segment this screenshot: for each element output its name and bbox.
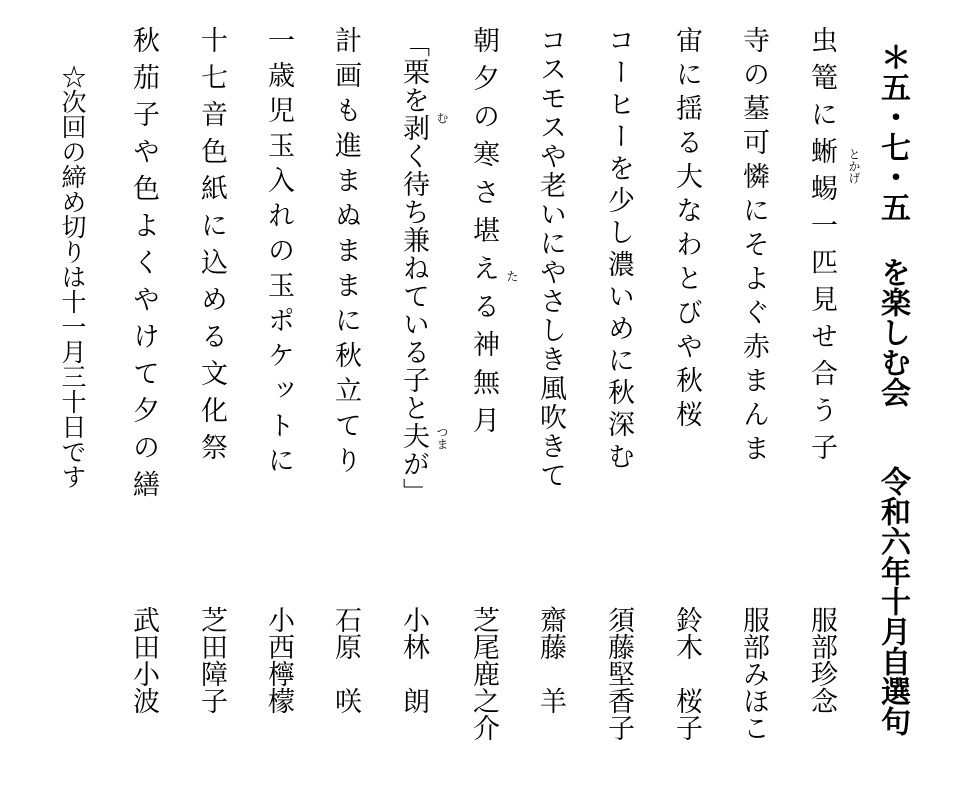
haiku-author: 武田小波 — [128, 606, 159, 714]
haiku-line: 宙に揺る大なわとびや秋桜 — [671, 26, 702, 434]
haiku-line: 「栗を剥く待ち兼ねている子と夫が」 — [398, 30, 429, 506]
haiku-author: 芝田障子 — [196, 606, 227, 714]
ruby-reading: とかげ — [847, 148, 861, 184]
haiku-line: 計画も進まぬままに秋立てり — [330, 26, 361, 481]
haiku-line: 秋茄子や色よくやけて夕の繕 — [128, 26, 159, 507]
page-title: ＊五・七・五 を楽しむ会 — [875, 42, 910, 407]
haiku-line: コスモスや老いにやさしき風吹きて — [535, 26, 566, 490]
haiku-line: 虫篭に蜥蜴一匹見せ合う子 — [806, 26, 837, 470]
page-subtitle-date: 令和六年十月自選句 — [875, 466, 910, 736]
ruby-reading: つま — [435, 426, 449, 450]
haiku-author: 小林 朗 — [398, 606, 429, 714]
ruby-reading: む — [435, 112, 449, 124]
haiku-line: コーヒーを少し濃いめに秋深む — [603, 26, 634, 474]
haiku-line: 寺の墓可憐にそよぐ赤まんま — [738, 26, 769, 468]
haiku-author: 須藤堅香子 — [603, 606, 634, 741]
haiku-author: 服部珍念 — [806, 606, 837, 714]
haiku-line: 朝夕の寒さ堪える神無月 — [468, 26, 499, 444]
haiku-author: 鈴木 桜子 — [671, 606, 702, 741]
haiku-author: 齋藤 羊 — [535, 606, 566, 714]
ruby-reading: た — [505, 270, 519, 282]
haiku-author: 小西檸檬 — [263, 606, 294, 714]
haiku-line: 十七音色紙に込める文化祭 — [196, 26, 227, 470]
deadline-note: ☆次回の締め切りは十一月三十日です — [58, 64, 87, 489]
haiku-author: 芝尾鹿之介 — [468, 606, 499, 741]
haiku-line: 一歳児玉入れの玉ポケットに — [263, 26, 294, 481]
haiku-author: 服部みほこ — [738, 606, 769, 741]
haiku-author: 石原 咲 — [330, 606, 361, 714]
